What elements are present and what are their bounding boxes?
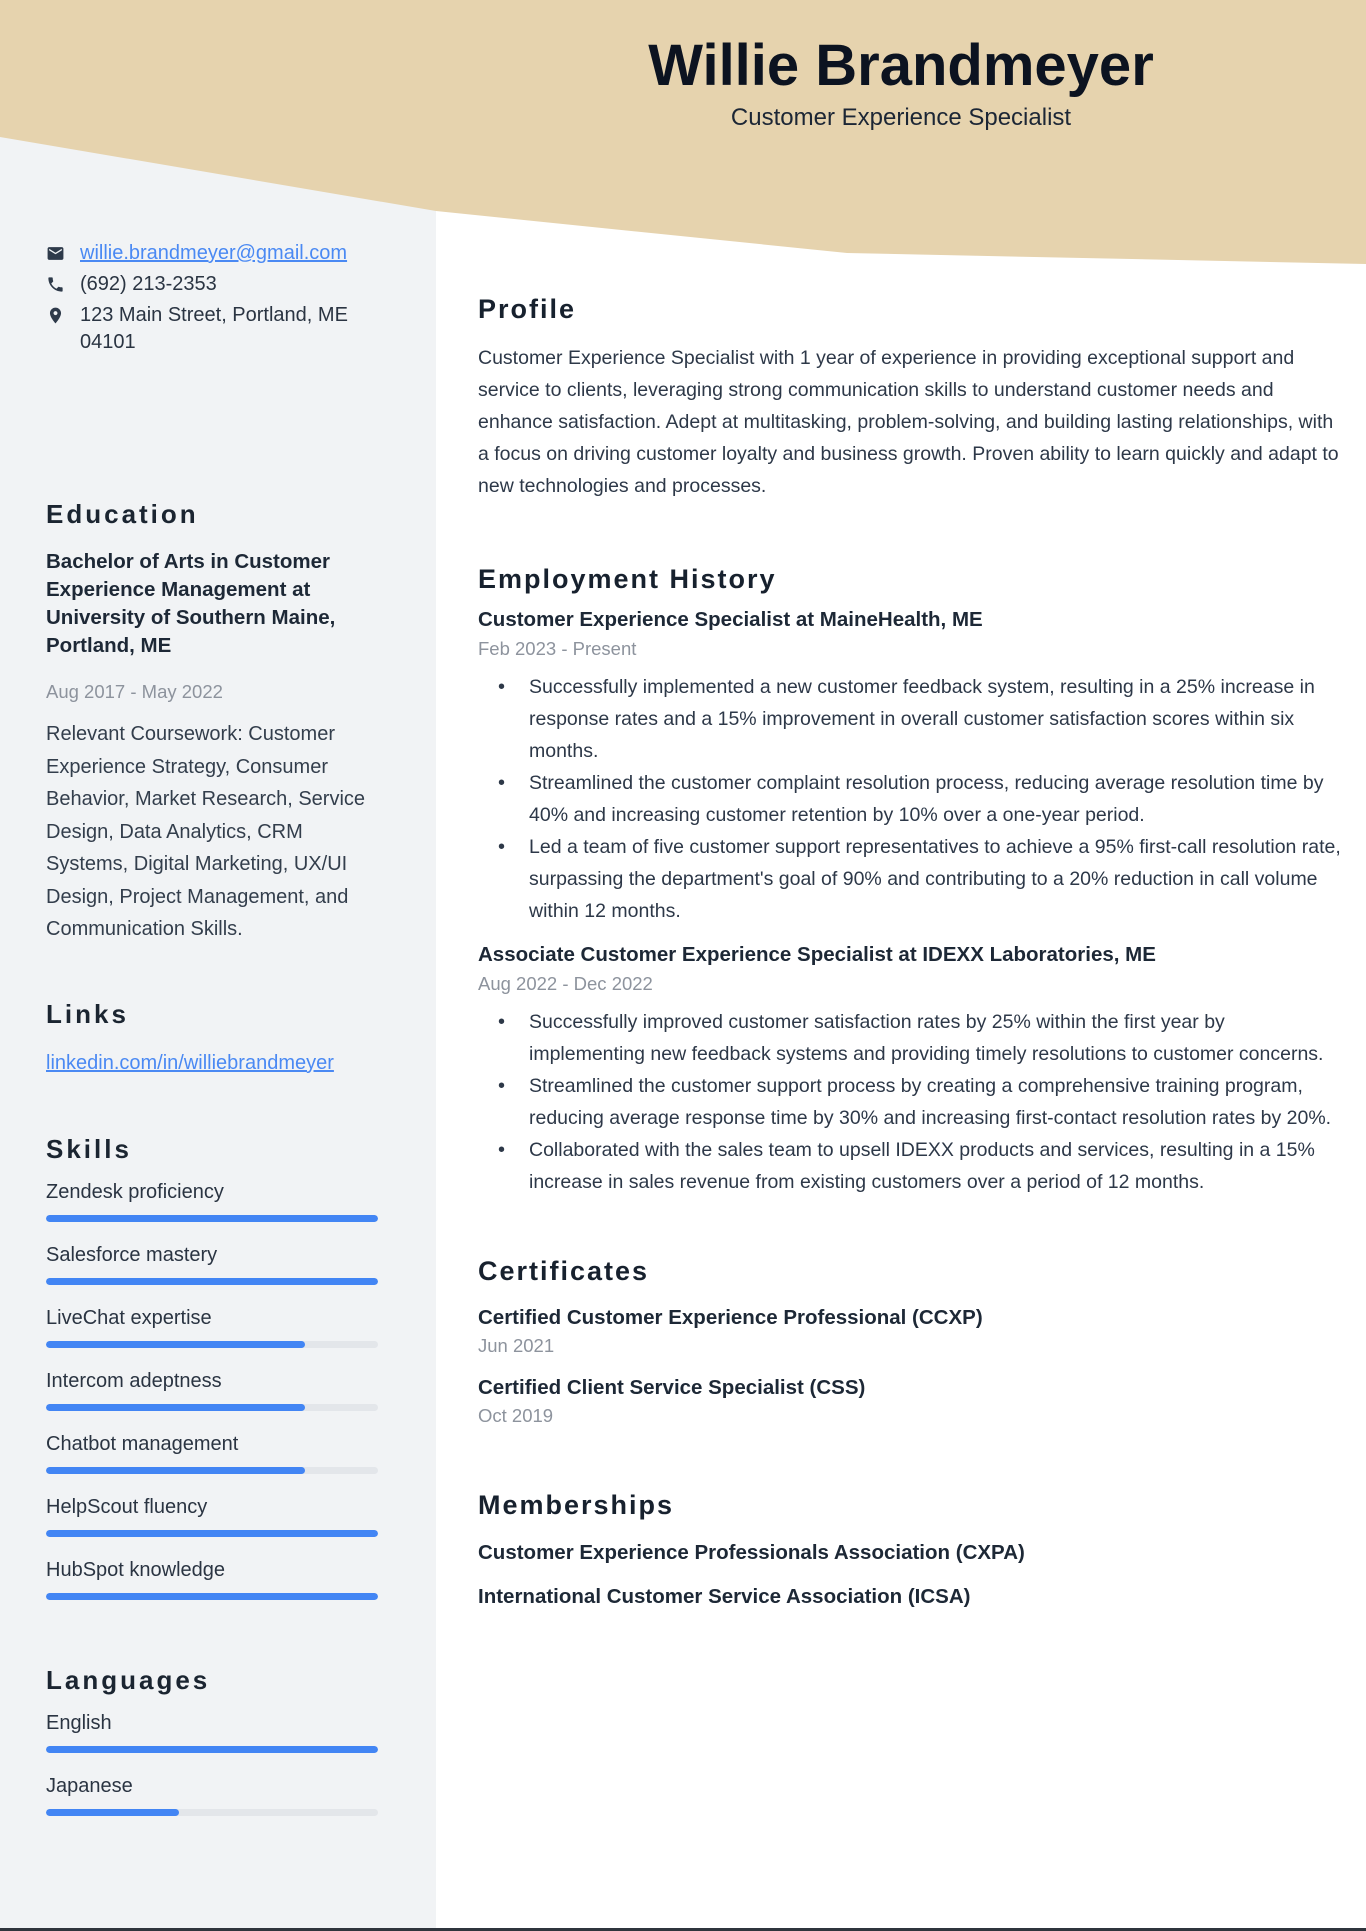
skill-item xyxy=(46,1494,378,1537)
education-section xyxy=(46,498,378,946)
certificate-title: Certified Client Service Specialist (CSS) xyxy=(478,1376,866,1399)
skill-label: Zendesk proficiency xyxy=(46,1180,224,1203)
linkedin-link[interactable]: linkedin.com/in/williebrandmeyer xyxy=(46,1051,334,1074)
profile-text: Customer Experience Specialist with 1 year of experience in providing exceptional support and service to clients, leveraging strong communication skills to understand customer needs and enhance satisfaction. Adept at multitasking, problem-solving, and building lasting relationships, with a focus on driving customer loyalty and business growth. Proven ability to learn quickly and adapt to new technologies and processes. xyxy=(478,347,1339,497)
job-entry xyxy=(478,941,1346,1198)
skill-label: Chatbot management xyxy=(46,1432,239,1455)
languages-heading: Languages xyxy=(46,1664,211,1695)
certificate-title: Certified Customer Experience Professional (CCXP) xyxy=(478,1306,983,1329)
jobs-list xyxy=(478,606,1346,1198)
sidebar xyxy=(0,0,436,1931)
skill-bar-fill xyxy=(46,1467,305,1474)
education-degree: Bachelor of Arts in Customer Experience Management at University of Southern Maine, Portland, ME xyxy=(46,550,336,657)
certificates-heading: Certificates xyxy=(478,1256,650,1286)
skill-label: Intercom adeptness xyxy=(46,1369,222,1392)
membership-entry: Customer Experience Professionals Association (CXPA) xyxy=(478,1541,1025,1564)
skills-list xyxy=(46,1179,378,1600)
memberships-section xyxy=(478,1488,1346,1610)
skill-item xyxy=(46,1242,378,1285)
job-bullet-list xyxy=(478,1006,1346,1198)
certificate-date: Oct 2019 xyxy=(478,1405,554,1426)
education-dates: Aug 2017 - May 2022 xyxy=(46,681,223,702)
skill-item xyxy=(46,1179,378,1222)
language-bar-fill xyxy=(46,1809,179,1816)
languages-section xyxy=(46,1664,378,1816)
phone-number: (692) 213-2353 xyxy=(80,273,217,295)
memberships-heading: Memberships xyxy=(478,1490,675,1520)
skill-label: LiveChat expertise xyxy=(46,1306,212,1329)
skill-bar-track xyxy=(46,1341,378,1348)
skill-item xyxy=(46,1431,378,1474)
skill-item xyxy=(46,1557,378,1600)
job-bullet: • Streamlined the customer complaint resolution process, reducing average resolution time by 40% and increasing customer retention by 10% over a one-year period. xyxy=(478,767,1346,831)
job-bullet: • Successfully improved customer satisfaction rates by 25% within the first year by implementing new feedback systems and providing timely resolutions to customer concerns. xyxy=(478,1006,1346,1070)
links-section xyxy=(46,998,378,1077)
skill-bar-fill xyxy=(46,1593,378,1600)
contact-section xyxy=(46,240,378,356)
skill-bar-fill xyxy=(46,1530,378,1537)
skill-bar-track xyxy=(46,1467,378,1474)
skill-item xyxy=(46,1305,378,1348)
skill-label: HubSpot knowledge xyxy=(46,1558,226,1581)
certificates-list xyxy=(478,1304,1346,1428)
language-item xyxy=(46,1773,378,1816)
certificate-date: Jun 2021 xyxy=(478,1335,555,1356)
person-name: Willie Brandmeyer xyxy=(648,33,1154,98)
skill-bar-track xyxy=(46,1215,378,1222)
skill-bar-fill xyxy=(46,1278,378,1285)
location-pin-icon xyxy=(46,306,80,333)
skill-item xyxy=(46,1368,378,1411)
job-bullet: • Led a team of five customer support representatives to achieve a 95% first-call resolution rate, surpassing the department's goal of 90% and contributing to a 20% reduction in call volume within 12 months. xyxy=(478,831,1346,927)
certificate-entry xyxy=(478,1374,1346,1428)
job-entry xyxy=(478,606,1346,927)
job-title: Associate Customer Experience Specialist at IDEXX Laboratories, ME xyxy=(478,943,1156,966)
skill-bar-fill xyxy=(46,1341,305,1348)
skill-label: Salesforce mastery xyxy=(46,1243,218,1266)
person-job-title: Customer Experience Specialist xyxy=(730,103,1072,131)
membership-entry: International Customer Service Association (ICSA) xyxy=(478,1585,971,1608)
education-coursework: Relevant Coursework: Customer Experience Strategy, Consumer Behavior, Market Research, Service Design, Data Analytics, CRM Systems, Digital Marketing, UX/UI Design, Project Management, and Communication Skills. xyxy=(46,723,366,940)
profile-heading: Profile xyxy=(478,294,577,324)
skill-bar-track xyxy=(46,1593,378,1600)
job-dates: Feb 2023 - Present xyxy=(478,638,637,659)
job-dates: Aug 2022 - Dec 2022 xyxy=(478,973,653,994)
employment-heading: Employment History xyxy=(478,564,777,594)
skill-bar-track xyxy=(46,1530,378,1537)
certificates-section xyxy=(478,1254,1346,1428)
skill-bar-fill xyxy=(46,1404,305,1411)
memberships-list xyxy=(478,1539,1346,1610)
contact-address-row xyxy=(46,302,378,356)
skills-heading: Skills xyxy=(46,1133,132,1164)
language-bar-track xyxy=(46,1809,378,1816)
job-title: Customer Experience Specialist at MaineHealth, ME xyxy=(478,608,983,631)
job-bullet: • Collaborated with the sales team to upsell IDEXX products and services, resulting in a 15% increase in sales revenue from existing customers over a period of 12 months. xyxy=(478,1134,1346,1198)
skill-bar-fill xyxy=(46,1215,378,1222)
language-bar-fill xyxy=(46,1746,378,1753)
job-bullet-list xyxy=(478,671,1346,927)
profile-section xyxy=(478,292,1346,502)
address-text: 123 Main Street, Portland, ME 04101 xyxy=(80,304,348,353)
skill-label: HelpScout fluency xyxy=(46,1495,208,1518)
certificate-entry xyxy=(478,1304,1346,1358)
language-label: English xyxy=(46,1711,112,1734)
education-heading: Education xyxy=(46,499,199,529)
languages-list xyxy=(46,1710,378,1816)
skill-bar-track xyxy=(46,1404,378,1411)
header-text xyxy=(436,34,1366,132)
links-heading: Links xyxy=(46,998,129,1029)
language-bar-track xyxy=(46,1746,378,1753)
language-label: Japanese xyxy=(46,1774,133,1797)
skills-section xyxy=(46,1133,378,1600)
employment-section xyxy=(478,562,1346,1198)
job-bullet: • Streamlined the customer support process by creating a comprehensive training program, reducing average response time by 30% and increasing first-contact resolution rates by 20%. xyxy=(478,1070,1346,1134)
email-icon xyxy=(46,244,80,271)
job-bullet: • Successfully implemented a new customer feedback system, resulting in a 25% increase in response rates and a 15% improvement in overall customer satisfaction scores within six months. xyxy=(478,671,1346,767)
language-item xyxy=(46,1710,378,1753)
email-link[interactable]: willie.brandmeyer@gmail.com xyxy=(80,242,348,264)
phone-icon xyxy=(46,275,80,302)
contact-email-row xyxy=(46,240,378,271)
contact-phone-row xyxy=(46,271,378,302)
skill-bar-track xyxy=(46,1278,378,1285)
